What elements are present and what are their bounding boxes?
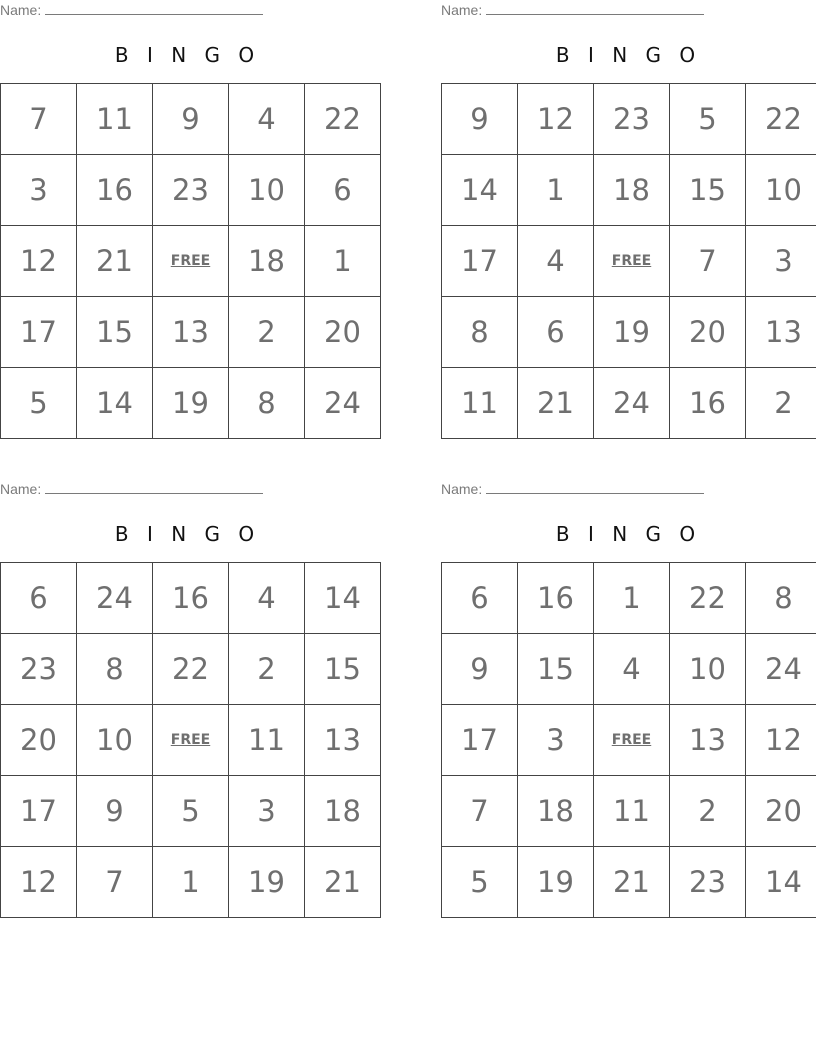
bingo-grid [0,83,381,439]
free-space-cell[interactable]: FREE [594,705,670,776]
number-cell[interactable]: 7 [77,847,153,918]
number-cell[interactable]: 12 [746,705,816,776]
grid-row [442,847,816,918]
number-cell[interactable]: 22 [746,84,816,155]
number-cell[interactable]: 7 [1,84,77,155]
number-cell[interactable]: 10 [746,155,816,226]
card-title: B I N G O [114,43,261,67]
number-cell[interactable]: 13 [305,705,381,776]
number-cell[interactable]: 7 [442,776,518,847]
number-cell[interactable]: 23 [670,847,746,918]
name-field[interactable] [441,481,704,497]
number-cell[interactable]: 14 [442,155,518,226]
number-cell[interactable]: 6 [442,563,518,634]
name-field[interactable] [441,2,704,18]
name-field[interactable] [0,481,263,497]
number-cell[interactable]: 19 [229,847,305,918]
card-title: B I N G O [555,43,702,67]
number-cell[interactable]: 16 [670,368,746,439]
number-cell[interactable]: 4 [229,84,305,155]
number-cell[interactable]: 18 [518,776,594,847]
card-title: B I N G O [555,522,702,546]
number-cell[interactable]: 18 [305,776,381,847]
number-cell[interactable]: 23 [1,634,77,705]
number-cell[interactable]: 20 [746,776,816,847]
number-cell[interactable]: 11 [594,776,670,847]
number-cell[interactable]: 23 [594,84,670,155]
grid-row [442,705,816,776]
number-cell[interactable]: 5 [670,84,746,155]
number-cell[interactable]: 12 [1,847,77,918]
number-cell[interactable]: 24 [594,368,670,439]
number-cell[interactable]: 21 [594,847,670,918]
number-cell[interactable]: 16 [518,563,594,634]
number-cell[interactable]: 6 [305,155,381,226]
number-cell[interactable]: 14 [77,368,153,439]
number-cell[interactable]: 4 [518,226,594,297]
free-space-cell[interactable]: FREE [153,226,229,297]
number-cell[interactable]: 3 [1,155,77,226]
number-cell[interactable]: 9 [77,776,153,847]
grid-row [1,847,381,918]
number-cell[interactable]: 1 [153,847,229,918]
number-cell[interactable]: 8 [77,634,153,705]
grid-row [442,563,816,634]
name-underline[interactable] [486,2,704,15]
number-cell[interactable]: 15 [670,155,746,226]
number-cell[interactable]: 16 [77,155,153,226]
number-cell[interactable]: 9 [153,84,229,155]
number-cell[interactable]: 12 [518,84,594,155]
number-cell[interactable]: 22 [305,84,381,155]
name-label: Name: [441,481,483,497]
number-cell[interactable]: 5 [442,847,518,918]
number-cell[interactable]: 13 [153,297,229,368]
number-cell[interactable]: 15 [77,297,153,368]
number-cell[interactable]: 17 [442,226,518,297]
name-label: Name: [441,2,483,18]
number-cell[interactable]: 17 [442,705,518,776]
number-cell[interactable]: 6 [518,297,594,368]
grid-row [1,705,381,776]
number-cell[interactable]: 10 [229,155,305,226]
number-cell[interactable]: 17 [1,297,77,368]
number-cell[interactable]: 5 [153,776,229,847]
number-cell[interactable]: 24 [77,563,153,634]
number-cell[interactable]: 10 [670,634,746,705]
number-cell[interactable]: 24 [746,634,816,705]
number-cell[interactable]: 21 [518,368,594,439]
number-cell[interactable]: 3 [746,226,816,297]
bingo-card-1 [0,0,375,432]
number-cell[interactable]: 12 [1,226,77,297]
number-cell[interactable]: 13 [670,705,746,776]
bingo-grid [0,562,381,918]
free-space-cell[interactable]: FREE [594,226,670,297]
number-cell[interactable]: 24 [305,368,381,439]
number-cell[interactable]: 20 [305,297,381,368]
number-cell[interactable]: 11 [229,705,305,776]
number-cell[interactable]: 3 [518,705,594,776]
bingo-grid [441,562,816,918]
grid-row [1,155,381,226]
number-cell[interactable]: 19 [594,297,670,368]
grid-row [442,634,816,705]
name-label: Name: [0,2,42,18]
bingo-grid [441,83,816,439]
card-title: B I N G O [114,522,261,546]
bingo-card-4 [441,479,816,911]
grid-row [442,155,816,226]
number-cell[interactable]: 4 [594,634,670,705]
number-cell[interactable]: 4 [229,563,305,634]
number-cell[interactable]: 1 [305,226,381,297]
number-cell[interactable]: 5 [1,368,77,439]
name-underline[interactable] [486,481,704,494]
grid-row [442,297,816,368]
number-cell[interactable]: 17 [1,776,77,847]
number-cell[interactable]: 7 [670,226,746,297]
number-cell[interactable]: 1 [518,155,594,226]
grid-row [1,297,381,368]
number-cell[interactable]: 11 [442,368,518,439]
number-cell[interactable]: 8 [442,297,518,368]
number-cell[interactable]: 11 [77,84,153,155]
number-cell[interactable]: 19 [518,847,594,918]
number-cell[interactable]: 8 [229,368,305,439]
number-cell[interactable]: 15 [305,634,381,705]
number-cell[interactable]: 18 [594,155,670,226]
grid-row [1,368,381,439]
free-space-cell[interactable]: FREE [153,705,229,776]
grid-row [442,368,816,439]
grid-row [1,634,381,705]
number-cell[interactable]: 23 [153,155,229,226]
number-cell[interactable]: 2 [229,634,305,705]
number-cell[interactable]: 2 [229,297,305,368]
number-cell[interactable]: 14 [746,847,816,918]
bingo-card-2 [441,0,816,432]
number-cell[interactable]: 22 [153,634,229,705]
number-cell[interactable]: 1 [594,563,670,634]
number-cell[interactable]: 15 [518,634,594,705]
name-field[interactable] [0,2,263,18]
bingo-card-3 [0,479,375,911]
number-cell[interactable]: 14 [305,563,381,634]
grid-row [442,776,816,847]
number-cell[interactable]: 18 [229,226,305,297]
number-cell[interactable]: 20 [1,705,77,776]
grid-row [1,563,381,634]
number-cell[interactable]: 10 [77,705,153,776]
number-cell[interactable]: 6 [1,563,77,634]
number-cell[interactable]: 21 [305,847,381,918]
number-cell[interactable]: 13 [746,297,816,368]
number-cell[interactable]: 3 [229,776,305,847]
name-label: Name: [0,481,42,497]
number-cell[interactable]: 8 [746,563,816,634]
number-cell[interactable]: 16 [153,563,229,634]
grid-row [1,226,381,297]
number-cell[interactable]: 21 [77,226,153,297]
name-underline[interactable] [45,481,263,494]
number-cell[interactable]: 20 [670,297,746,368]
number-cell[interactable]: 2 [670,776,746,847]
grid-row [1,776,381,847]
grid-row [1,84,381,155]
name-underline[interactable] [45,2,263,15]
number-cell[interactable]: 9 [442,84,518,155]
grid-row [442,226,816,297]
number-cell[interactable]: 22 [670,563,746,634]
number-cell[interactable]: 2 [746,368,816,439]
grid-row [442,84,816,155]
number-cell[interactable]: 19 [153,368,229,439]
number-cell[interactable]: 9 [442,634,518,705]
